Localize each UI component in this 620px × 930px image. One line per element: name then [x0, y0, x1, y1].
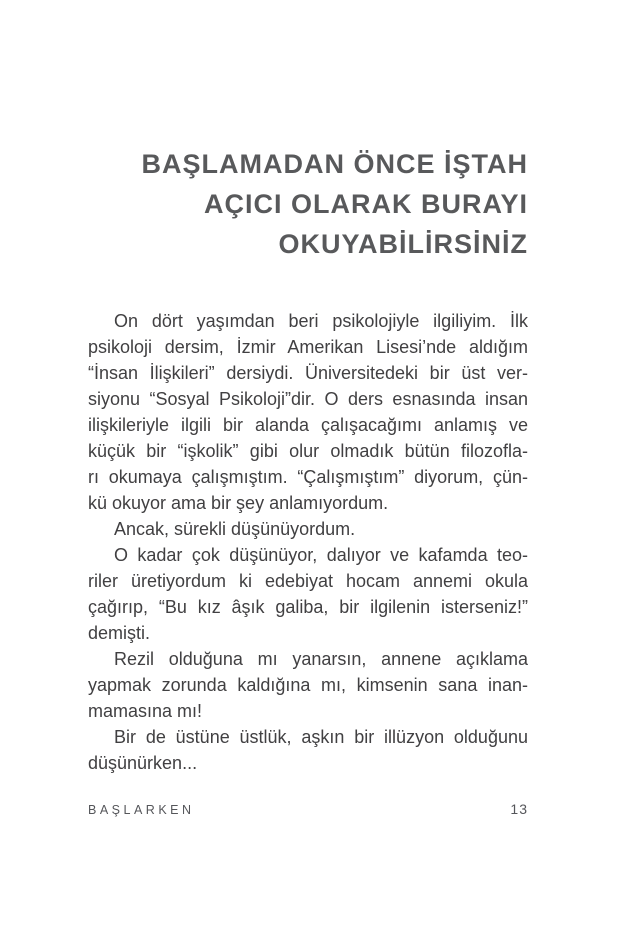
- body-line: On dört yaşımdan beri psikolojiyle ilgiliyim. İlk: [114, 311, 528, 331]
- paragraph: [88, 542, 528, 646]
- paragraph: [88, 308, 528, 516]
- body-line: küçük bir “işkolik” gibi olur olmadık bütün filozofla-: [88, 441, 528, 461]
- page-footer: [88, 801, 528, 817]
- chapter-title-line: AÇICI OLARAK BURAYI: [203, 189, 528, 219]
- body-line: kü okuyor ama bir şey anlamıyordum.: [88, 493, 389, 513]
- body-line: Ancak, sürekli düşünüyordum.: [114, 519, 356, 539]
- chapter-title-line: OKUYABİLİRSİNİZ: [278, 229, 528, 259]
- body-line: riler üretiyordum ki edebiyat hocam annemi okula: [88, 571, 528, 591]
- paragraph: [88, 646, 528, 724]
- body-line: siyonu “Sosyal Psikoloji”dir. O ders esnasında insan: [88, 389, 528, 409]
- body-line: çağırıp, “Bu kız âşık galiba, bir ilgilenin isterseniz!”: [88, 597, 528, 617]
- body-line: demişti.: [88, 623, 151, 643]
- body-line: psikoloji dersim, İzmir Amerikan Lisesi’nde aldığım: [88, 337, 528, 357]
- page-number: 13: [510, 801, 528, 817]
- body-line: O kadar çok düşünüyor, dalıyor ve kafamda teo-: [114, 545, 528, 565]
- chapter-title-line: BAŞLAMADAN ÖNCE İŞTAH: [141, 149, 528, 179]
- body-text: [88, 308, 528, 776]
- body-line: Bir de üstüne üstlük, aşkın bir illüzyon olduğunu: [114, 727, 528, 747]
- body-line: mamasına mı!: [88, 701, 203, 721]
- body-line: düşünürken...: [88, 753, 198, 773]
- body-line: yapmak zorunda kaldığına mı, kimsenin sana inan-: [88, 675, 528, 695]
- chapter-title: [88, 144, 528, 264]
- paragraph: [88, 724, 528, 776]
- body-line: “İnsan İlişkileri” dersiydi. Üniversitedeki bir üst ver-: [88, 363, 528, 383]
- body-line: rı okumaya çalışmıştım. “Çalışmıştım” diyorum, çün-: [88, 467, 528, 487]
- body-line: ilişkileriyle ilgili bir alanda çalışacağımı anlamış ve: [88, 415, 528, 435]
- body-line: Rezil olduğuna mı yanarsın, annene açıklama: [114, 649, 528, 669]
- running-header: BAŞLARKEN: [88, 803, 195, 817]
- paragraph: [88, 516, 528, 542]
